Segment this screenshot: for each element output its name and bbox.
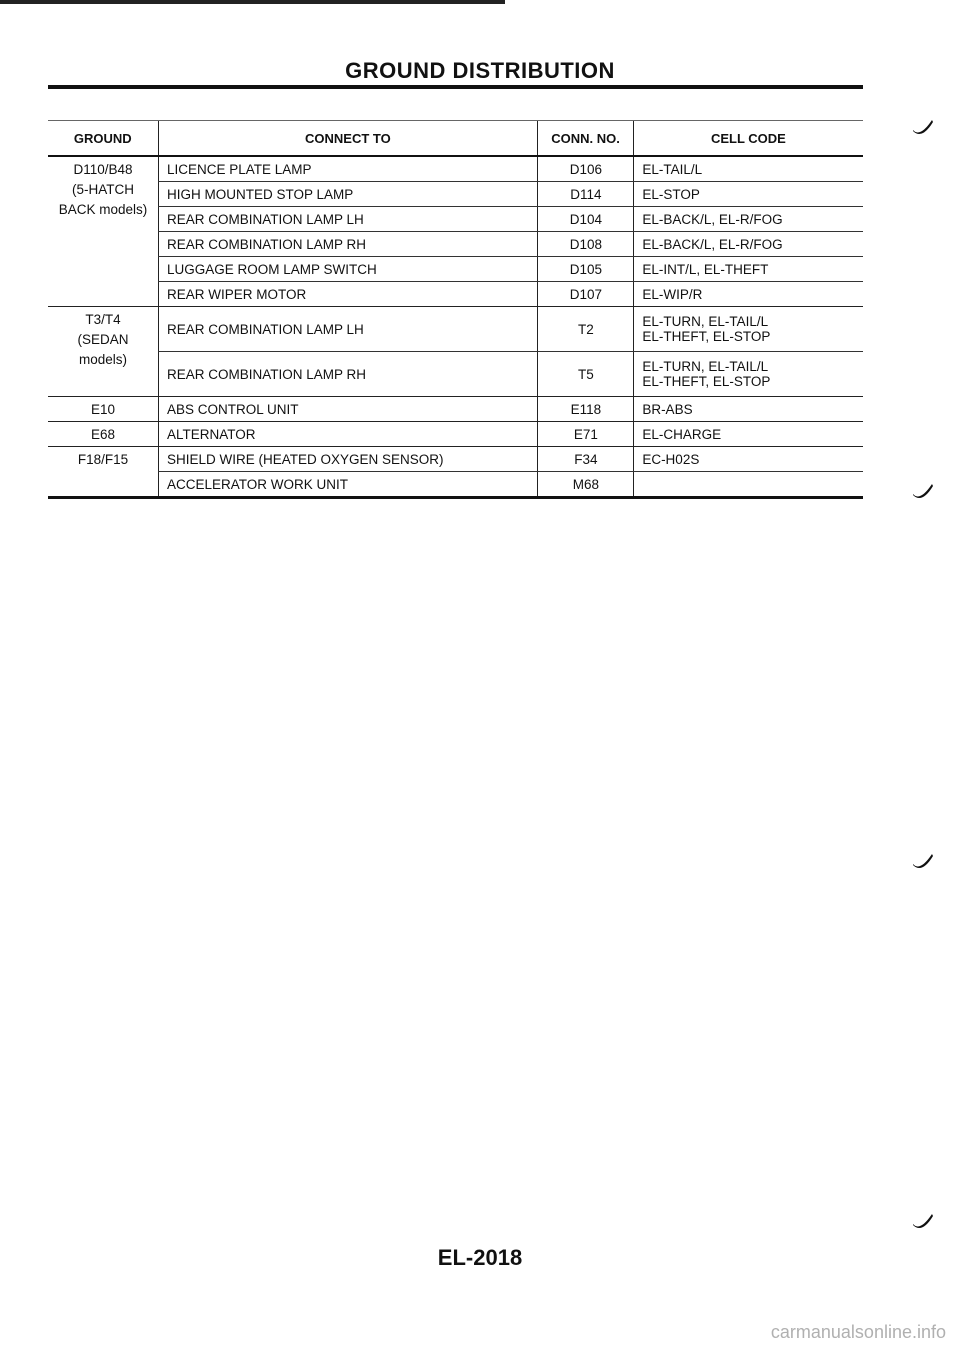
table-row <box>158 352 863 396</box>
cell-code-cell <box>633 182 863 206</box>
connect-to-cell: ALTERNATOR <box>158 422 537 446</box>
page-number: EL-2018 <box>437 1245 523 1270</box>
conn-no-cell: D108 <box>537 232 633 256</box>
title-underline <box>48 85 863 89</box>
ground-group <box>48 157 863 307</box>
table-header <box>48 120 863 157</box>
table-row <box>158 307 863 352</box>
cell-code-cell <box>633 352 863 396</box>
table-row <box>158 207 863 232</box>
cell-code-cell <box>633 472 863 496</box>
check-mark-icon <box>912 852 934 872</box>
cell-code-line: EC-H02S <box>642 451 700 467</box>
check-mark-icon <box>912 118 934 138</box>
cell-code-line: EL-THEFT, EL-STOP <box>642 374 771 389</box>
cell-code-line: EL-WIP/R <box>642 286 703 302</box>
connect-to-cell: REAR WIPER MOTOR <box>158 282 537 306</box>
cell-code-line: EL-STOP <box>642 186 700 202</box>
connect-to-cell: SHIELD WIRE (HEATED OXYGEN SENSOR) <box>158 447 537 471</box>
table-row <box>158 182 863 207</box>
conn-no-cell: E118 <box>537 397 633 421</box>
connect-to-cell: ABS CONTROL UNIT <box>158 397 537 421</box>
cell-code-cell <box>633 397 863 421</box>
connect-to-cell: REAR COMBINATION LAMP LH <box>158 307 537 351</box>
ground-group <box>48 447 863 499</box>
top-edge-rule <box>0 0 505 4</box>
cell-code-line: EL-CHARGE <box>642 426 722 442</box>
cell-code-line: EL-BACK/L, EL-R/FOG <box>642 236 783 252</box>
conn-no-cell: D114 <box>537 182 633 206</box>
connect-to-cell: REAR COMBINATION LAMP LH <box>158 207 537 231</box>
watermark: carmanualsonline.info <box>770 1322 946 1342</box>
conn-no-cell: D105 <box>537 257 633 281</box>
conn-no-cell: D104 <box>537 207 633 231</box>
page-title: GROUND DISTRIBUTION <box>345 58 615 83</box>
conn-no-cell: F34 <box>537 447 633 471</box>
connect-to-cell: LICENCE PLATE LAMP <box>158 157 537 181</box>
conn-no-cell: E71 <box>537 422 633 446</box>
cell-code-line: EL-THEFT, EL-STOP <box>642 329 771 344</box>
table-row <box>158 257 863 282</box>
cell-code-line: EL-TAIL/L <box>642 161 703 177</box>
conn-no-cell: T2 <box>537 307 633 351</box>
cell-code-line: EL-BACK/L, EL-R/FOG <box>642 211 783 227</box>
ground-group <box>48 422 863 447</box>
cell-code-line: EL-TURN, EL-TAIL/L <box>642 314 769 329</box>
table-row <box>158 397 863 421</box>
ground-cell: E68 <box>90 427 116 442</box>
ground-cell: D110/B48 (5-HATCH BACK models) <box>58 162 148 217</box>
table-row <box>158 232 863 257</box>
ground-cell: T3/T4 (SEDAN models) <box>77 312 129 367</box>
cell-code-cell <box>633 232 863 256</box>
check-mark-icon <box>912 1212 934 1232</box>
connect-to-cell: HIGH MOUNTED STOP LAMP <box>158 182 537 206</box>
header-connect-to: CONNECT TO <box>158 121 538 155</box>
table-row <box>158 282 863 306</box>
ground-group <box>48 397 863 422</box>
conn-no-cell: D106 <box>537 157 633 181</box>
header-cell-code: CELL CODE <box>633 121 863 155</box>
connect-to-cell: ACCELERATOR WORK UNIT <box>158 472 537 496</box>
cell-code-cell <box>633 257 863 281</box>
cell-code-cell <box>633 447 863 471</box>
conn-no-cell: T5 <box>537 352 633 396</box>
cell-code-line: EL-TURN, EL-TAIL/L <box>642 359 769 374</box>
check-mark-icon <box>912 482 934 502</box>
connect-to-cell: LUGGAGE ROOM LAMP SWITCH <box>158 257 537 281</box>
cell-code-cell <box>633 207 863 231</box>
table-row <box>158 422 863 446</box>
ground-cell: E10 <box>90 402 116 417</box>
cell-code-line: EL-INT/L, EL-THEFT <box>642 261 769 277</box>
table-body <box>48 157 863 499</box>
header-conn-no: CONN. NO. <box>537 121 633 155</box>
table-row <box>158 157 863 182</box>
connect-to-cell: REAR COMBINATION LAMP RH <box>158 232 537 256</box>
cell-code-cell <box>633 307 863 351</box>
connect-to-cell: REAR COMBINATION LAMP RH <box>158 352 537 396</box>
table-row <box>158 447 863 472</box>
cell-code-cell <box>633 422 863 446</box>
conn-no-cell: M68 <box>537 472 633 496</box>
ground-group <box>48 307 863 397</box>
cell-code-cell <box>633 282 863 306</box>
conn-no-cell: D107 <box>537 282 633 306</box>
cell-code-line: BR-ABS <box>642 401 693 417</box>
header-ground: GROUND <box>73 130 132 146</box>
cell-code-cell <box>633 157 863 181</box>
ground-cell: F18/F15 <box>77 452 129 467</box>
ground-distribution-table <box>48 120 863 499</box>
table-row <box>158 472 863 496</box>
